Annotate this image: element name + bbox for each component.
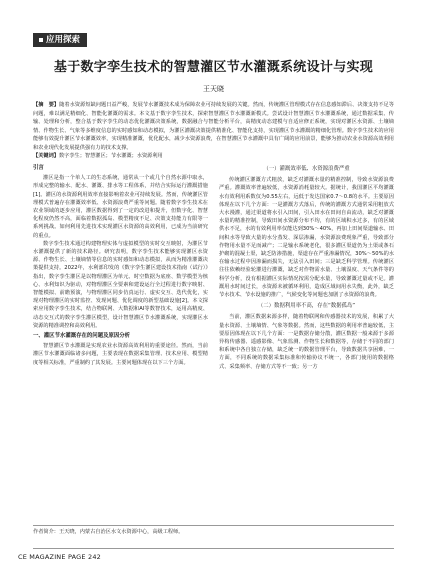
keywords-text: 数字孪生；智慧灌区；节水灌溉；水资源利用 (58, 153, 163, 159)
bullet-icon (39, 38, 43, 42)
article-title: 基于数字孪生技术的智慧灌区节水灌溉系统设计与实现 (53, 60, 374, 75)
paragraph: 传统灌区灌溉方式粗放，缺乏对灌溉水量的精准控制，导致水资源浪费严重。灌溉效率普遍较低，水资源消耗量较大。据统计，我国灌区平均灌溉水有效利用系数仅为0.55左右，远低于发达国家0.7～0.8的水平。主要原因体现在以下几个方面：一是灌溉方式落后，传统的灌溉方式通常采用粗放式大水漫灌，通过渠道将水引入田间，引入田水在田间自由流动，缺乏对灌溉水量的精准控制，导致田间水资源分布不均，有的区域积水过多，有的区域供水不足，水的有效利用率仅能达到30%～40%，再加上田间渠道输水、田间积水等导致大量的水分蒸发、深层渗漏，水资源浪费现象严重，导致部分作物用水量不足而减产；二是输水系统老化，很多灌区渠道仍为土渠或条石护砌的混凝土渠，缺乏防渗措施，渠道存在严重渗漏情况，30%～50%的水在输水过程中因渗漏而损失，无法引入田间；三是缺乏科学管理。传统灌区往往依赖经验轮灌进行灌溉，缺乏对作物需水量、土壤湿度、天气条件等的科学分析，没有根据灌区实际情况按需分配水量，导致灌溉过量或不足。灌溉用水时间过长，水资源未被循环利用，造成区域间用水失衡，此外，缺乏节水技术、节水设施的推广，气候变化等问题也加剧了水资源的浪费。 (219, 177, 394, 299)
paragraph: 数字孪生技术通过构建物理实体与虚拟模型的实时交互映射，为灌区节水灌溉提供了新的技术路径。研究表明，数字孪生技术能够实现灌区水资源、作物生长、土壤墒情等信息的实时感知和动态模拟，从而为精准灌溉决策提供支持。2022年，水利部印发的《数字孪生灌区建设技术指南（试行）》指出，数字孪生灌区是以物理灌区为单元、时空数据为底座、数学模型为核心、水利知识为驱动，对物理灌区全要素和建设运行全过程进行数字映射、智能模拟、前瞻预演，与物理灌区同步仿真运行、虚实交互、迭代优化，实现对物理灌区的实时监控、发现问题、优化调度的新型基础设施[2]。本文探索应用数字孪生技术，结合物联网、大数据和AI等数智技术，运用高精度、动态交互式的数字孪生灌区模型，设计智慧灌区节水灌溉系统，实现灌区水资源的精准调控和高效利用。 (33, 240, 208, 329)
abstract-label: 【摘 要】 (33, 102, 60, 108)
paragraph: 智慧灌区节水灌溉是实现农业水资源高效利用的重要途径。然而，当前灌区节水灌溉面临诸多问题，主要表现在数据采集管理、技术应用、模型精度等相关标准，严重制约了其发展。主要问题体现在以下三个方面。 (33, 343, 208, 366)
abstract-text: 随着水资源短缺问题日益严峻，发展节水灌溉技术成为保障农业可持续发展的关键。然而，传统灌区管理模式存在信息感知滞后、决策支持不足等问题，难以满足精细化、智能化灌溉的需求。本文基于数字孪生技术，探索智慧灌区节水灌溉新模式。尝试设计智慧灌区节水灌溉系统，通过数据采集、传输、处理和分析，整合基于数字孪生的动态优化灌溉决策系统，数据融合与智能分析平台，高精度动态建模与自适应修正系统，实现对灌区水资源、土壤墒情、作物生长、气象等多维度信息的实时感知和动态模拟，为灌区灌溉决策提供精准化、智能化支持，实现灌区节水灌溉的精细化管理。数字孪生技术的应用能够有效提升灌区节水灌溉效率，实现精准灌溉，优化配水，减少水资源浪费，在智慧灌区节水灌溉中具有广阔的应用前景，能够为推动农业水资源高效利用和农业现代化发展提供强有力的技术支撑。 (33, 102, 394, 151)
paragraph: 当前，灌区数据来源多样，随着物联网和传感器技术的发展，积累了大量水资源、土壤墒情、气象等数据。然而，这些数据的利用率普遍较低，主要原因体现在以下几个方面：一是数据存储分散，灌区数据一般来源于多源异构传感器、遥感影像、气象监测、作物生长和数据等，存储于不同的部门和系统中各自独立存储，缺乏统一的数据管理平台，导致数据共享困难，一方面，不同系统的数据采集标准和传输协议不统一，各部门使用的数据格式、采集频率、存储方式等不一致；另一方 (219, 314, 394, 370)
section-heading: 一、灌区节水灌溉存在的问题及原因分析 (33, 333, 131, 340)
author-footnote: 作者简介：王天晓，内蒙古自治区水文水资源中心，高级工程师。 (33, 529, 184, 535)
footnote-rule (33, 525, 394, 526)
right-column (219, 162, 394, 371)
subsection-heading: （二）数据利用率不高，存在“数据孤岛” (257, 303, 356, 310)
keywords-label: 【关键词】 (33, 153, 59, 159)
article-author: 王天晓 (203, 85, 224, 93)
paragraph: 灌区是指一个单人工的生态系统，通常从一个或几个自然水源中取水，形成完整的输水、配水、灌溉、排水等工程体系，并结合实际运行灌溉措施[1]。灌区的水资源利用效率直接影响着农业可持续发展。然而，传统灌区管理模式普遍存在灌溉效率低、水资源浪费严重等问题。随着数字孪生技术在农业领域的逐步应用，灌区数据得到了一定的改进和提升，但数字化、智慧化程度仍然不高，面临着数据孤岛、模型精度不足、决策支持能力有限等一系列挑战。如何利用先进技术实现灌区水资源的高效利用，已成为当前研究的重点。 (33, 175, 208, 239)
section-tag (33, 33, 87, 47)
subsection-heading: （一）灌溉效率低、水资源浪费严重 (263, 166, 350, 172)
section-tag-label: 应用探索 (46, 35, 81, 45)
left-column (33, 162, 208, 367)
abstract (33, 101, 394, 161)
intro-heading: 引言 (33, 165, 44, 171)
footer-rule (33, 548, 394, 549)
page-footer: CE MAGAZINE PAGE 242 (18, 553, 101, 561)
